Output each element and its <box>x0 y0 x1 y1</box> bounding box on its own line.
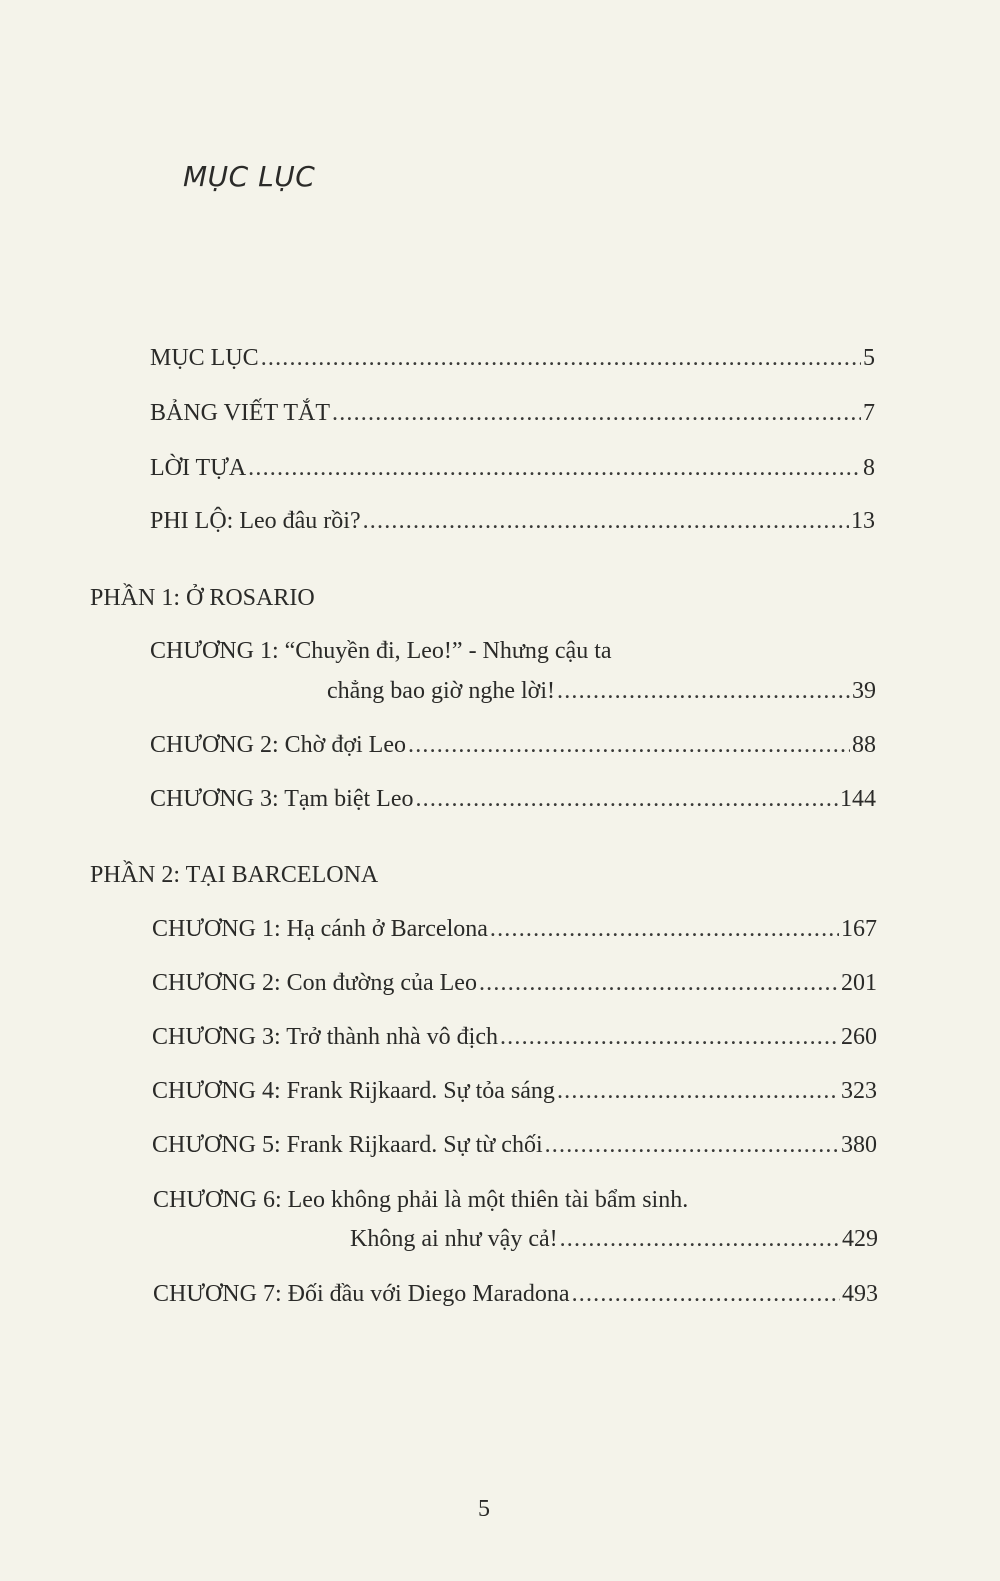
toc-entry <box>152 1076 877 1106</box>
toc-entry <box>150 343 875 373</box>
entry-page: 144 <box>840 786 876 812</box>
page-number: 5 <box>478 1496 490 1522</box>
chapter-title-line: CHƯƠNG 1: “Chuyền đi, Leo!” - Nhưng cậu ta <box>150 638 612 664</box>
dot-leader <box>248 453 861 483</box>
entry-label: CHƯƠNG 2: Chờ đợi Leo <box>150 732 406 758</box>
entry-page: 260 <box>841 1024 877 1050</box>
toc-entry <box>152 968 877 998</box>
entry-page: 13 <box>851 508 875 534</box>
entry-label: CHƯƠNG 3: Trở thành nhà vô địch <box>152 1024 498 1050</box>
entry-page: 39 <box>852 678 876 704</box>
entry-label: CHƯƠNG 2: Con đường của Leo <box>152 970 477 996</box>
entry-page: 380 <box>841 1132 877 1158</box>
entry-label: MỤC LỤC <box>150 345 259 371</box>
dot-leader <box>408 730 850 760</box>
toc-entry <box>350 1224 878 1254</box>
entry-label: BẢNG VIẾT TẮT <box>150 400 330 426</box>
dot-leader <box>332 398 861 428</box>
entry-page: 429 <box>842 1226 878 1252</box>
dot-leader <box>261 343 861 373</box>
dot-leader <box>557 676 850 706</box>
dot-leader <box>557 1076 839 1106</box>
dot-leader <box>572 1279 840 1309</box>
toc-heading: MỤC LỤC <box>183 160 316 193</box>
part-title: PHẦN 2: TẠI BARCELONA <box>90 862 379 888</box>
entry-page: 201 <box>841 970 877 996</box>
entry-page: 167 <box>841 916 877 942</box>
toc-entry <box>150 506 875 536</box>
entry-page: 5 <box>863 345 875 371</box>
entry-page: 493 <box>842 1281 878 1307</box>
entry-label: CHƯƠNG 4: Frank Rijkaard. Sự tỏa sáng <box>152 1078 555 1104</box>
dot-leader <box>490 914 839 944</box>
entry-page: 88 <box>852 732 876 758</box>
toc-entry <box>150 398 875 428</box>
dot-leader <box>560 1224 840 1254</box>
toc-entry <box>327 676 876 706</box>
entry-label: Không ai như vậy cả! <box>350 1226 558 1252</box>
dot-leader <box>500 1022 839 1052</box>
toc-entry <box>150 453 875 483</box>
dot-leader <box>479 968 839 998</box>
entry-label: CHƯƠNG 7: Đối đầu với Diego Maradona <box>153 1281 570 1307</box>
entry-label: CHƯƠNG 1: Hạ cánh ở Barcelona <box>152 916 488 942</box>
entry-page: 8 <box>863 455 875 481</box>
entry-label: PHI LỘ: Leo đâu rồi? <box>150 508 361 534</box>
dot-leader <box>545 1130 839 1160</box>
entry-label: CHƯƠNG 3: Tạm biệt Leo <box>150 786 414 812</box>
toc-entry <box>152 1130 877 1160</box>
dot-leader <box>363 506 849 536</box>
toc-entry <box>150 730 876 760</box>
entry-page: 7 <box>863 400 875 426</box>
toc-entry <box>152 1022 877 1052</box>
entry-label: LỜI TỰA <box>150 455 247 481</box>
toc-entry <box>150 784 876 814</box>
toc-entry <box>153 1279 878 1309</box>
entry-page: 323 <box>841 1078 877 1104</box>
entry-label: CHƯƠNG 5: Frank Rijkaard. Sự từ chối <box>152 1132 543 1158</box>
entry-label: chẳng bao giờ nghe lời! <box>327 678 555 704</box>
part-title: PHẦN 1: Ở ROSARIO <box>90 585 315 611</box>
dot-leader <box>415 784 838 814</box>
toc-entry <box>152 914 877 944</box>
chapter-title-line: CHƯƠNG 6: Leo không phải là một thiên tài bẩm sinh. <box>153 1187 689 1213</box>
